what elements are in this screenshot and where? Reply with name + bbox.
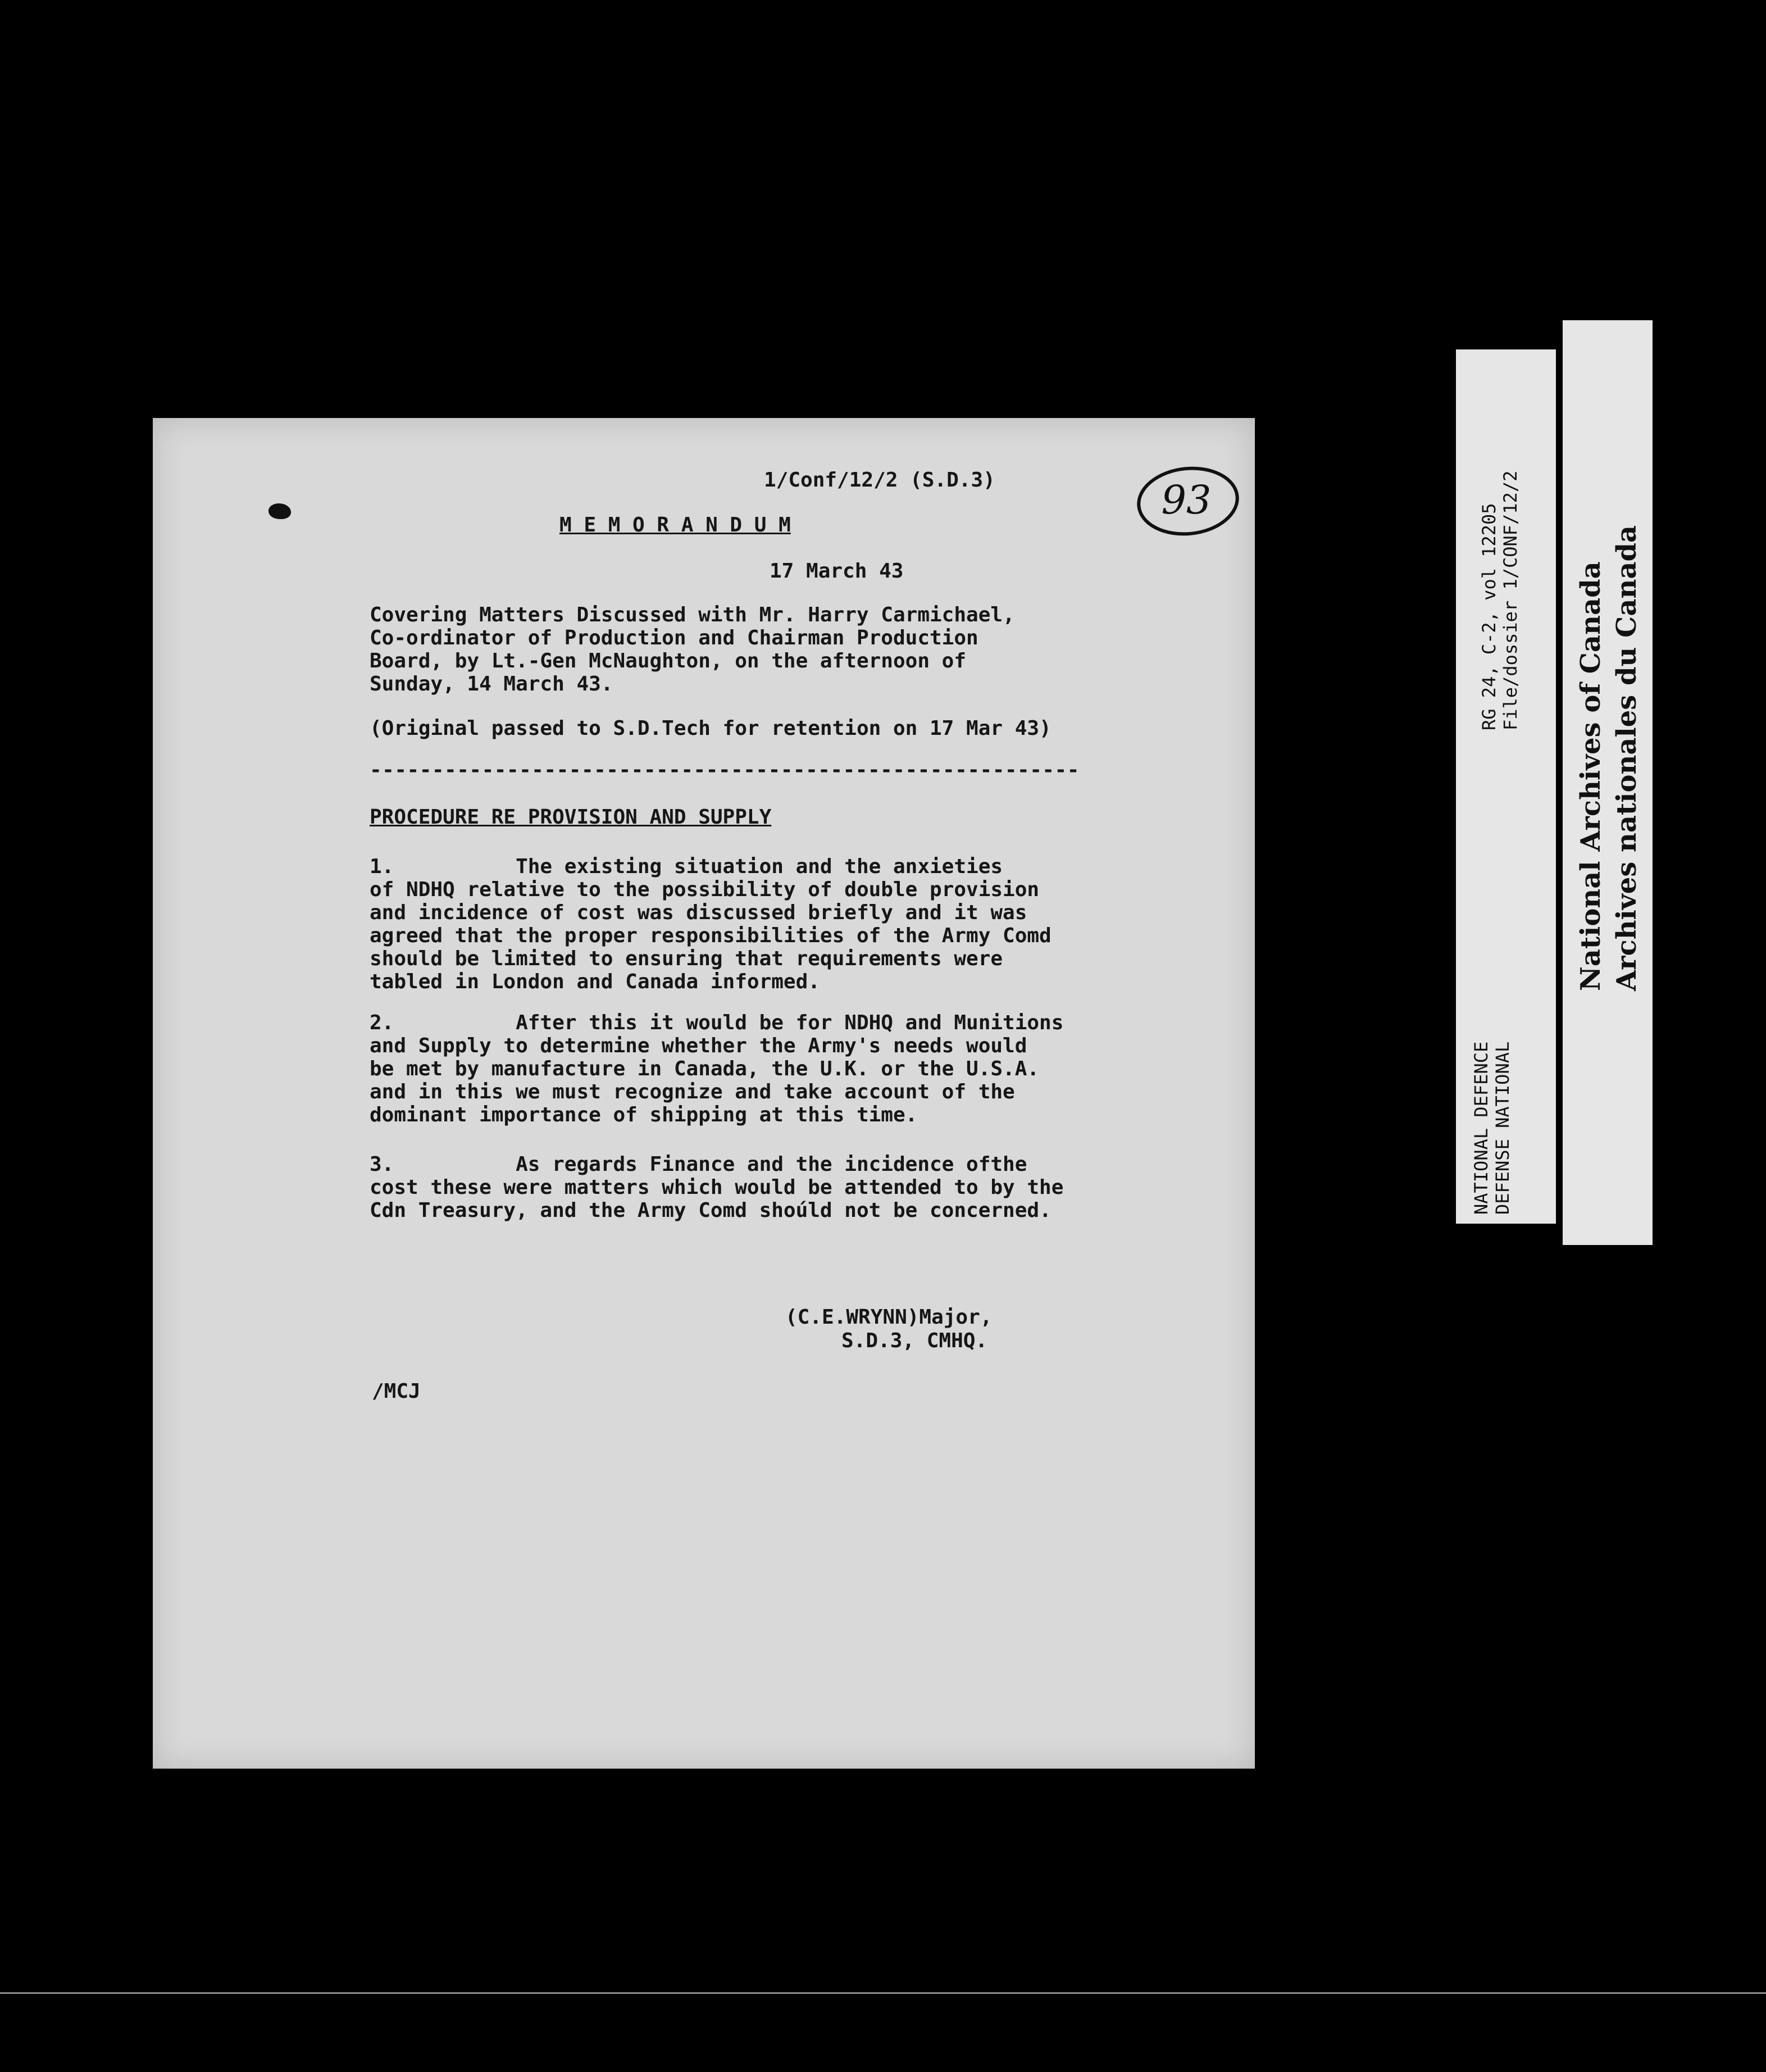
- archive-reference-text: RG 24, C-2, vol 12205 File/dossier 1/CONF/12/2: [1478, 470, 1521, 730]
- department-text: NATIONAL DEFENCE DEFENSE NATIONAL: [1471, 1041, 1513, 1215]
- original-note: (Original passed to S.D.Tech for retention on 17 Mar 43): [370, 717, 1052, 740]
- signature-unit: S.D.3, CMHQ.: [841, 1329, 988, 1352]
- paragraph-1: 1. The existing situation and the anxieties of NDHQ relative to the possibility of double provision and incidence of cost was discussed briefly and it was agreed that the proper responsibilities of the Army Comd should be limited to ensuring that requirements were tabled in London and Canada informed.: [370, 855, 1052, 993]
- scanner-edge-line: [0, 1992, 1766, 1994]
- paragraph-3: 3. As regards Finance and the incidence ofthe cost these were matters which would be attended to by the Cdn Treasury, and the Army Comd shoúld not be concerned.: [370, 1153, 1064, 1222]
- handwritten-page-number: [1135, 464, 1241, 538]
- memo-date: 17 March 43: [770, 560, 904, 583]
- memo-title: M E M O R A N D U M: [559, 514, 791, 537]
- typist-initials: /MCJ: [372, 1380, 421, 1403]
- memo-subject: Covering Matters Discussed with Mr. Harry Carmichael, Co-ordinator of Production and Chairman Production Board, by Lt.-Gen McNaughton, on the afternoon of Sunday, 14 March 43.: [370, 603, 1015, 696]
- memo-page: [153, 418, 1255, 1769]
- file-reference: 1/Conf/12/2 (S.D.3): [764, 469, 995, 492]
- handwritten-page-number-text: 93: [1161, 477, 1212, 523]
- ink-blot: [268, 503, 291, 519]
- section-heading: PROCEDURE RE PROVISION AND SUPPLY: [370, 806, 772, 829]
- separator-line: ---------------------------------------------------------: [370, 758, 1080, 781]
- archive-name-text: National Archives of Canada Archives nationales du Canada: [1575, 525, 1642, 991]
- paragraph-2: 2. After this it would be for NDHQ and Munitions and Supply to determine whether the Army's needs would be met by manufacture in Canada, the U.K. or the U.S.A. and in this we must recognize and take account of the dominant importance of shipping at this time.: [370, 1011, 1064, 1126]
- signature-name: (C.E.WRYNN)Major,: [785, 1306, 993, 1329]
